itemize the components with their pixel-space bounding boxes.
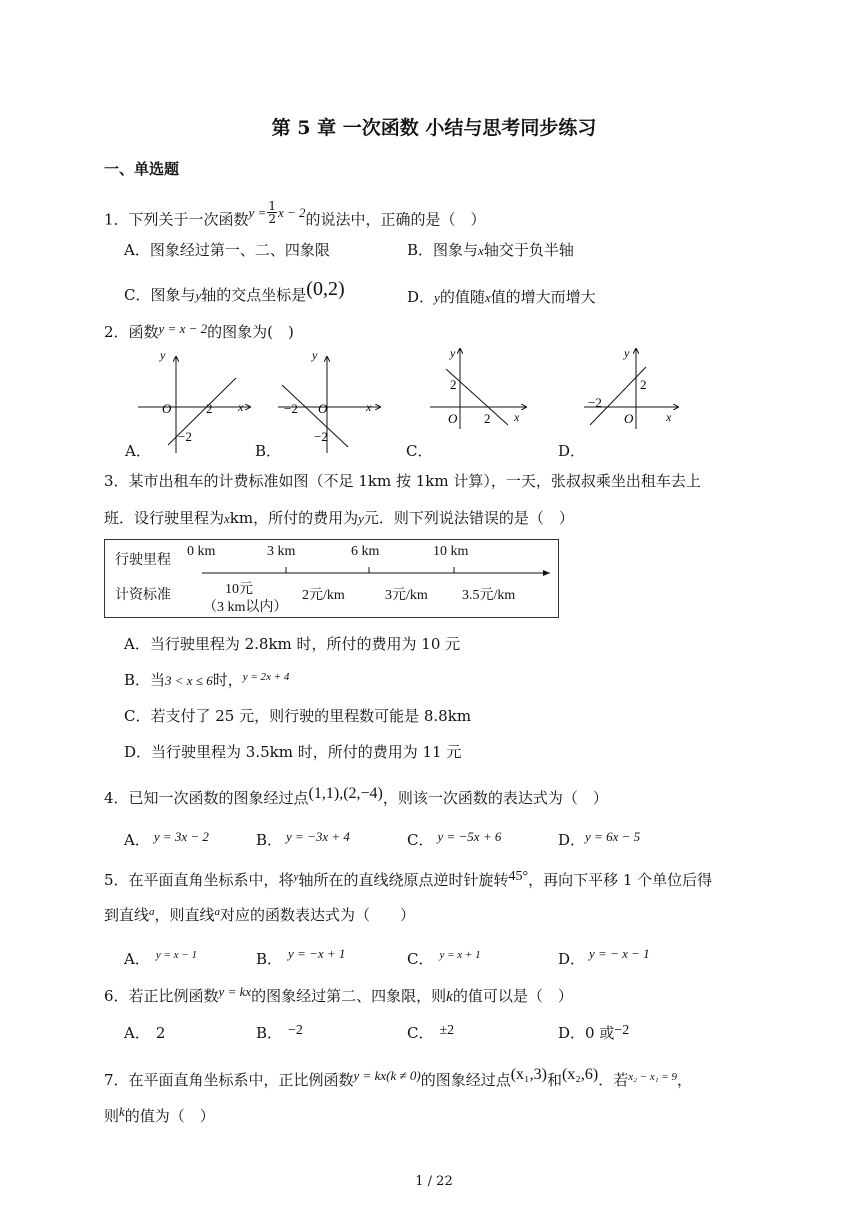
price-base: 10元 [225, 582, 253, 597]
q3-option-a[interactable]: A．当行驶里程为 2.8km 时，所付的费用为 10 元 [124, 635, 461, 653]
q2-option-b-label: B． [255, 442, 282, 460]
y-axis-label: y [624, 346, 630, 360]
q4-option-c[interactable]: C． y = −5x + 6 [407, 829, 502, 849]
origin-label: O [162, 401, 172, 416]
question-1: 1．下列关于一次函数y = $\frac{1}{2}$ x − 2的说法中，正确的是（ ） [104, 199, 486, 229]
price-tier-3: 3元/km [385, 588, 428, 603]
x-intercept-label: −2 [284, 401, 298, 416]
question-4: 4．已知一次函数的图象经过点(1,1),(2,−4)，则该一次函数的表达式为（ ） [104, 785, 608, 807]
q2-option-d-label: D． [558, 442, 586, 460]
question-6: 6．若正比例函数y = kx的图象经过第二、四象限，则k的值可以是（ ） [104, 984, 573, 1005]
fare-table [104, 539, 559, 618]
y-intercept-label: 2 [640, 377, 647, 392]
question-3-line-2: 班．设行驶里程为xkm，所付的费用为y元．则下列说法错误的是（ ） [104, 509, 574, 527]
row-label-pricing: 计资标准 [115, 587, 171, 603]
document-title: 第 5 章 一次函数 小结与思考同步练习 [271, 117, 597, 139]
y-axis-label: y [160, 348, 166, 362]
y-intercept-label: −2 [178, 429, 192, 444]
question-7-line-2: 则k的值为（ ） [104, 1104, 215, 1125]
x-axis-label: x [366, 400, 372, 414]
page-number: 1 / 22 [415, 1174, 453, 1189]
q4-option-a[interactable]: A． y = 3x − 2 [124, 829, 209, 849]
x-intercept-label: 2 [484, 411, 491, 426]
x-intercept-label: −2 [588, 395, 602, 410]
q1-option-a[interactable]: A．图象经过第一、二、四象限 [124, 241, 330, 259]
q1-option-d[interactable]: D．y的值随x值的增大而增大 [407, 288, 596, 306]
y-axis-label: y [450, 346, 456, 360]
origin-label: O [624, 411, 634, 426]
q3-option-b[interactable]: B．当3 < x ≤ 6时，$^{y = 2x + 4}$ [124, 671, 290, 689]
price-tier-2: 2元/km [302, 588, 345, 603]
q5-option-b[interactable]: B． y = −x + 1 [256, 946, 346, 968]
origin-label: O [318, 401, 328, 416]
q2-graph-c[interactable] [424, 345, 534, 435]
km-mark: 6 km [351, 544, 380, 559]
q2-option-a-label: A． [125, 442, 151, 460]
x-axis-label: x [238, 400, 244, 414]
y-intercept-label: −2 [314, 429, 328, 444]
q5-option-d[interactable]: D． y = − x − 1 [558, 946, 650, 968]
question-2: 2．函数y = x − 2的图象为( ) [104, 321, 294, 341]
q6-option-b[interactable]: B． −2 [256, 1023, 303, 1042]
question-5-line-2: 到直线$^a$，则直线$^a$对应的函数表达式为（ ） [104, 906, 416, 924]
km-mark: 3 km [267, 544, 296, 559]
question-7-line-1: 7．在平面直角坐标系中，正比例函数y = kx(k ≠ 0)的图象经过点(x₁,3)和(x₂,6)．若$^{x_2 - x_1 = 9}$， [104, 1066, 692, 1089]
q2-graph-d[interactable] [580, 345, 686, 435]
q1-option-b[interactable]: B．图象与x轴交于负半轴 [407, 241, 574, 259]
q6-option-c[interactable]: C． ±2 [407, 1023, 455, 1042]
q4-option-b[interactable]: B． y = −3x + 4 [256, 829, 350, 849]
q6-option-a[interactable]: A． 2 [124, 1024, 166, 1042]
q3-option-c[interactable]: C．若支付了 25 元，则行驶的里程数可能是 8.8km [124, 707, 472, 725]
x-intercept-label: 2 [206, 401, 213, 416]
x-axis-label: x [666, 410, 672, 424]
q2-graph-b[interactable] [272, 345, 392, 457]
price-base-note: （3 km以内） [203, 600, 288, 615]
question-5-line-1: 5．在平面直角坐标系中，将$^y$轴所在的直线绕原点逆时针旋转45°，再向下平移 1 个单位后得 [104, 869, 713, 889]
y-axis-label: y [312, 348, 318, 362]
fraction: $\frac{1}{2}$ [268, 199, 276, 226]
price-tier-4: 3.5元/km [462, 588, 516, 603]
q4-option-d[interactable]: D．y = 6x − 5 [558, 829, 641, 849]
km-mark: 10 km [433, 544, 469, 559]
x-axis-label: x [514, 410, 520, 424]
y-intercept-label: 2 [450, 377, 457, 392]
q1-option-c[interactable]: C．图象与y轴的交点坐标是(0,2) [124, 278, 345, 304]
question-3-line-1: 3．某市出租车的计费标准如图（不足 1km 按 1km 计算），一天，张叔叔乘坐出租车去上 [104, 472, 701, 490]
q2-option-c-label: C． [406, 442, 433, 460]
q3-option-d[interactable]: D．当行驶里程为 3.5km 时，所付的费用为 11 元 [124, 743, 462, 761]
q5-option-a[interactable]: A． $^{y = x - 1}$ [124, 949, 197, 968]
section-heading: 一、单选题 [104, 160, 180, 178]
km-mark: 0 km [187, 544, 216, 559]
row-label-distance: 行驶里程 [115, 552, 171, 568]
q5-option-c[interactable]: C． $^{y = x + 1}$ [407, 949, 481, 968]
origin-label: O [448, 411, 458, 426]
q6-option-d[interactable]: D．0 或−2 [558, 1023, 630, 1042]
